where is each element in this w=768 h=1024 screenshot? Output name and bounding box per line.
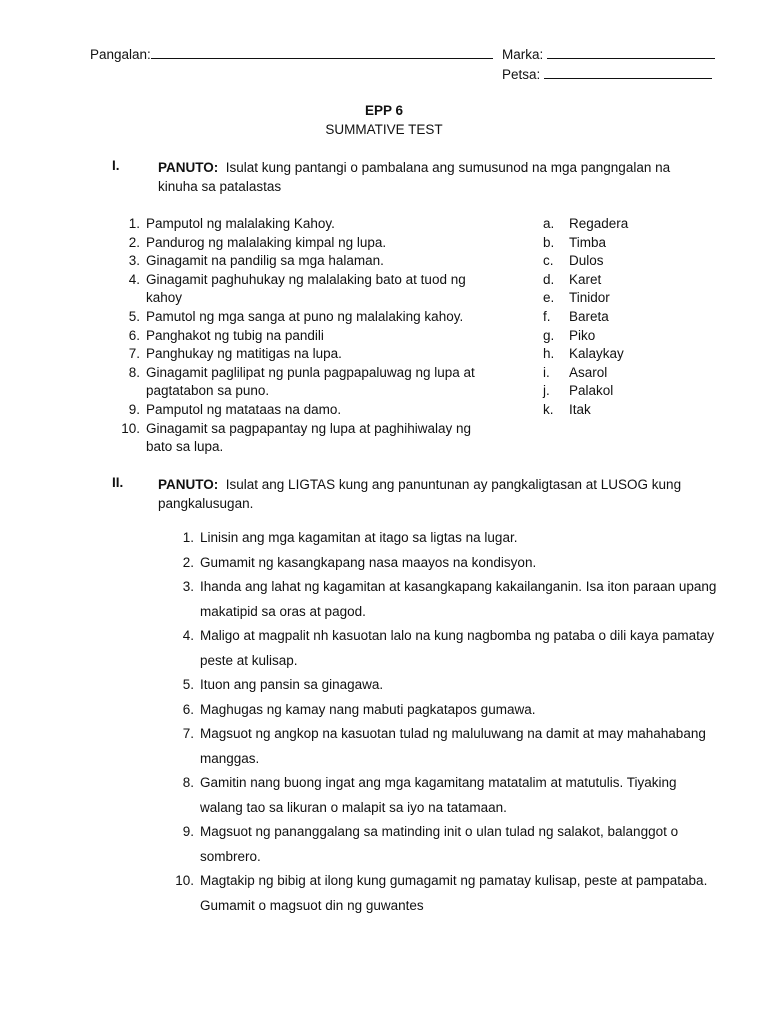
score-label: Marka: [502,47,544,62]
list-item: 5. Ituon ang pansin sa ginagawa. [182,677,384,692]
section2-directions [158,475,698,513]
date-field [502,66,712,82]
choice-item: c. Dulos [543,253,604,269]
list-item: 2. Gumamit ng kasangkapang nasa maayos na kondisyon. [182,554,537,570]
choice-item: k. Itak [543,401,591,417]
section1-item-list [114,215,486,457]
list-item: 7. Panghukay ng matitigas na lupa. [128,346,342,362]
list-item: 4. Ginagamit paghuhukay ng malalaking bato at tuod ng kahoy [128,271,466,306]
choice-item: d. Karet [543,271,602,287]
section1-directions [158,158,688,196]
date-blank-line[interactable] [544,66,712,79]
section2-numeral: II. [112,475,124,490]
list-item: 8. Gamitin nang buong ingat ang mga kagamitang matatalim at matutulis. Tiyaking walang tao sa likuran o malapit sa iyo na tatamaan. [182,775,677,815]
list-item: 7. Magsuot ng angkop na kasuotan tulad ng maluluwang na damit at may mahahabang manggas. [182,726,706,766]
name-field [90,46,493,62]
section1-directions-label: PANUTO: [158,160,219,175]
list-item: 6. Panghakot ng tubig na pandili [128,327,324,343]
choice-item: g. Piko [543,327,596,343]
list-item: 6. Maghugas ng kamay nang mabuti pagkatapos gumawa. [182,701,536,717]
list-item: 9. Pamputol ng matataas na damo. [128,401,342,417]
date-label: Petsa: [502,67,541,82]
list-item: 3. Ihanda ang lahat ng kagamitan at kasangkapang kakailanganin. Isa iton paraan upang makatipid sa oras at pagod. [182,579,717,619]
list-item: 1. Pamputol ng malalaking Kahoy. [128,216,335,231]
section1-directions-text: Isulat kung pantangi o pambalana ang sumusunod na mga pangngalan na kinuha sa patalastas [158,160,671,194]
list-item: 1. Linisin ang mga kagamitan at itago sa ligtas na lugar. [182,530,518,545]
page-subtitle: SUMMATIVE TEST [325,122,443,137]
list-item: 3. Ginagamit na pandilig sa mga halaman. [128,253,384,269]
choice-item: b. Timba [543,234,607,250]
list-item: 4. Maligo at magpalit nh kasuotan lalo na kung nagbomba ng pataba o dili kaya pamatay peste at kulisap. [182,628,715,668]
section1-numeral: I. [112,158,120,173]
list-item: 9. Magsuot ng pananggalang sa matinding init o ulan tulad ng salakot, balanggot o sombrero. [182,824,679,864]
section1-choice-list [543,215,628,420]
name-blank-line[interactable] [151,46,493,59]
choice-item: f. Bareta [543,308,609,324]
list-item: 5. Pamutol ng mga sanga at puno ng malalaking kahoy. [128,308,464,324]
list-item: 10. Magtakip ng bibig at ilong kung gumagamit ng pamatay kulisap, peste at pampataba. Gumamit o magsuot din ng guwantes [175,873,708,913]
list-item: 2. Pandurog ng malalaking kimpal ng lupa. [128,234,387,250]
score-field [502,46,715,62]
choice-item: h. Kalaykay [543,346,624,362]
section2-directions-label: PANUTO: [158,477,219,492]
choice-item: a. Regadera [543,216,629,231]
page-title: EPP 6 [364,103,404,118]
section2-item-list [168,526,720,918]
section2-directions-text: Isulat ang LIGTAS kung ang panuntunan ay pangkaligtasan at LUSOG kung pangkalusugan. [158,477,682,511]
choice-item: j. Palakol [543,383,614,399]
name-label: Pangalan: [90,47,151,62]
list-item: 10. Ginagamit sa pagpapantay ng lupa at paghihiwalay ng bato sa lupa. [121,420,471,455]
score-blank-line[interactable] [547,46,715,59]
choice-item: i. Asarol [543,364,608,380]
choice-item: e. Tinidor [543,290,610,306]
list-item: 8. Ginagamit paglilipat ng punla pagpapaluwag ng lupa at pagtatabon sa puno. [128,364,475,399]
